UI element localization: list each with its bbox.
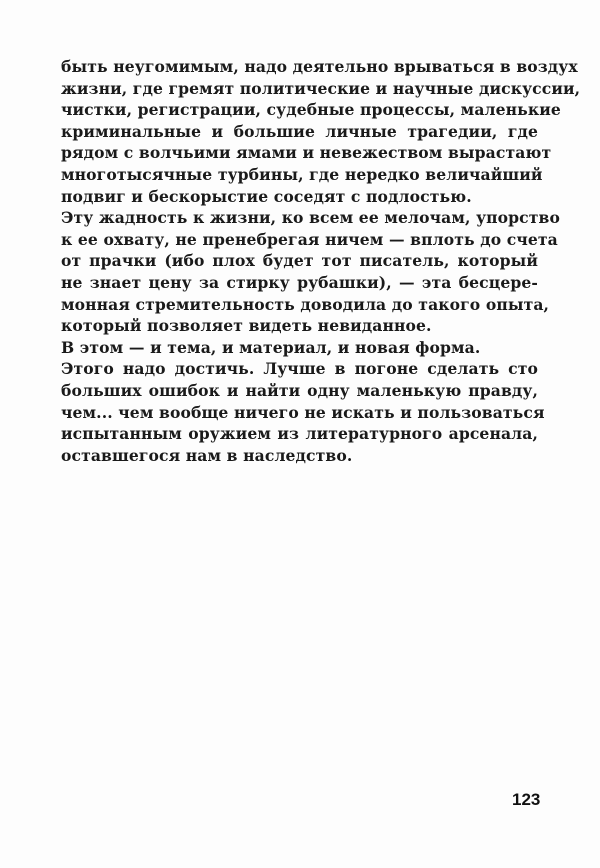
text-line: оставшегося нам в наследство. xyxy=(61,445,353,465)
text-line: от прачки (ибо плох будет тот писатель, который xyxy=(61,251,538,271)
text-line: больших ошибок и найти одну маленькую правду, xyxy=(61,380,538,400)
text-line: чем... чем вообще ничего не искать и пользоваться xyxy=(61,402,545,422)
text-line: Этого надо достичь. Лучше в погоне сделать сто xyxy=(61,359,538,379)
text-line: многотысячные турбины, где нередко величайший xyxy=(61,164,543,184)
text-line: чистки, регистрации, судебные процессы, маленькие xyxy=(61,100,561,120)
text-line: к ее охвату, не пренебрегая ничем — вплоть до счета xyxy=(61,229,558,249)
text-line: быть неугомимым, надо деятельно врываться в воздух xyxy=(61,57,578,76)
text-line: жизни, где гремят политические и научные дискуссии, xyxy=(61,78,581,98)
text-line: подвиг и бескорыстие соседят с подлостью. xyxy=(61,186,472,206)
text-line: криминальные и большие личные трагедии, где xyxy=(61,121,538,141)
text-line: который позволяет видеть невиданное. xyxy=(61,316,432,336)
body-text xyxy=(61,56,581,466)
text-line: В этом — и тема, и материал, и новая форма. xyxy=(61,337,481,357)
text-line: монная стремительность доводила до такого опыта, xyxy=(61,294,550,314)
page-number: 123 xyxy=(512,790,541,809)
text-line: не знает цену за стирку рубашки), — эта бесцере- xyxy=(61,272,538,292)
text-line: испытанным оружием из литературного арсенала, xyxy=(61,424,538,444)
text-line: рядом с волчьими ямами и невежеством вырастают xyxy=(61,143,552,163)
text-line: Эту жадность к жизни, ко всем ее мелочам, упорство xyxy=(61,208,560,228)
